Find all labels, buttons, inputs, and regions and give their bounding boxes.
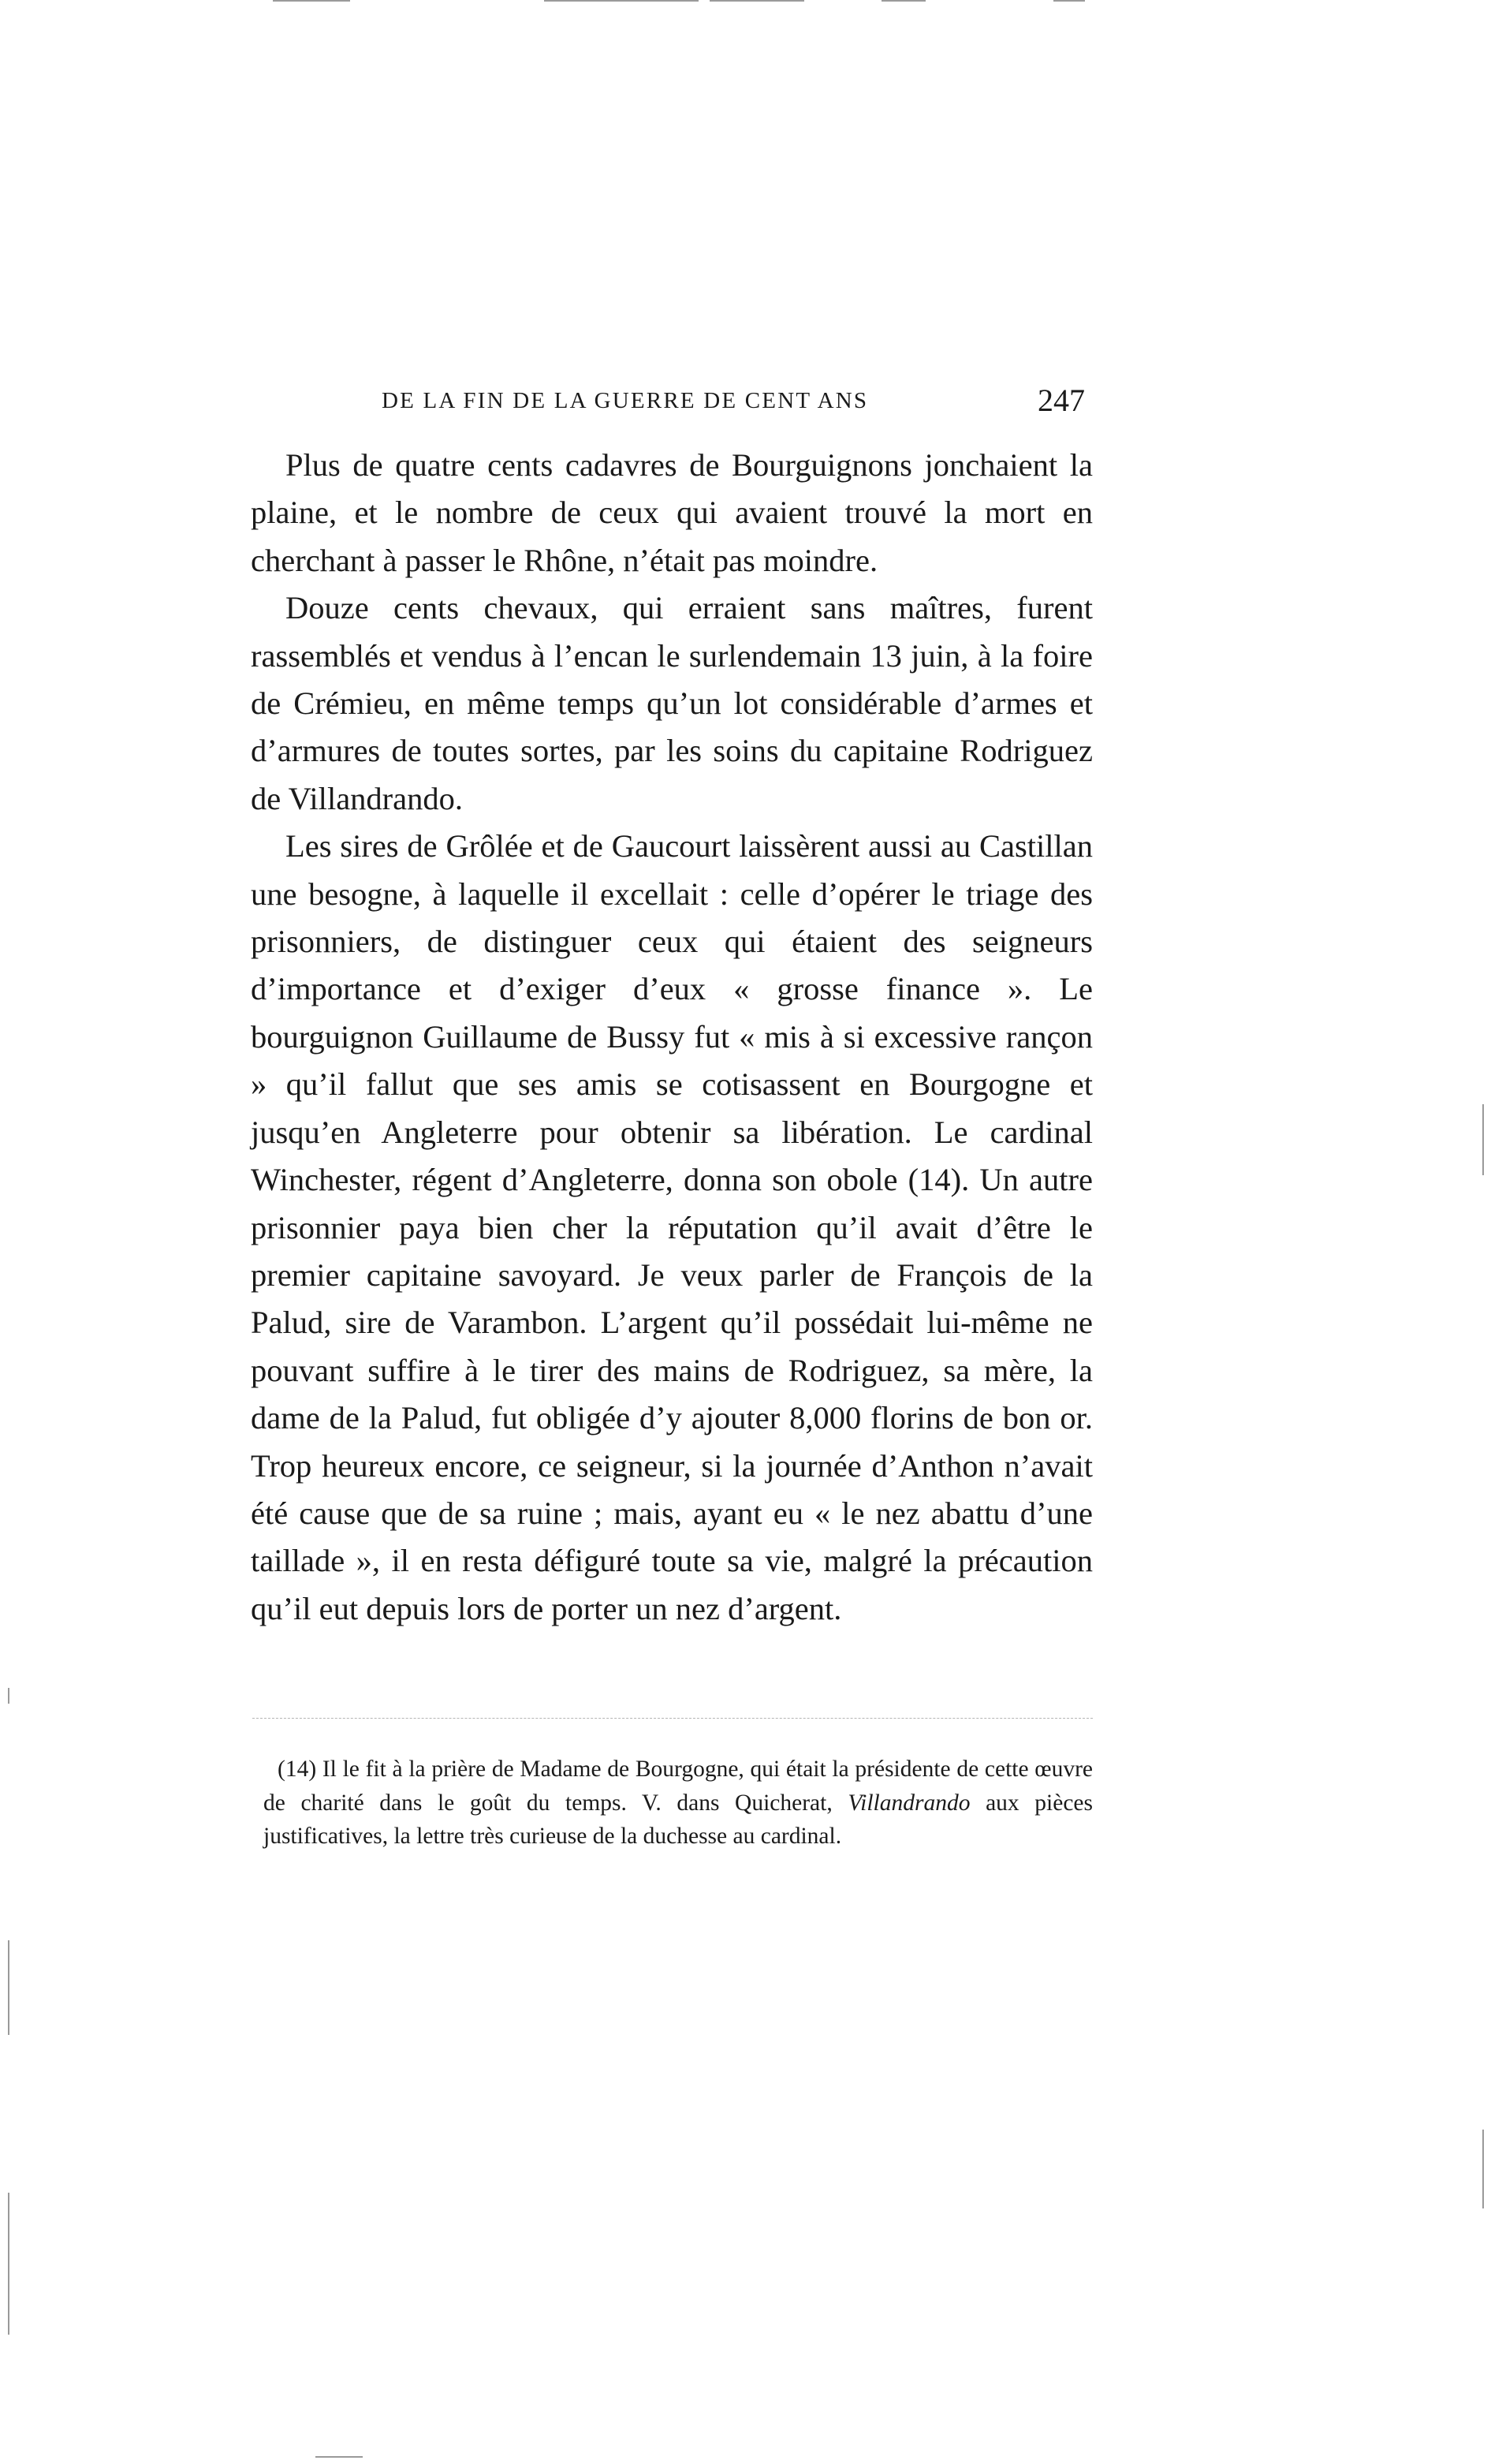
footnote-text-end: aux pièces justificatives, la lettre très curieuse de la duchesse au cardinal. [263,1790,1093,1849]
scan-artifact-top-5 [1053,0,1085,2]
scan-artifact-left-2 [8,1940,9,2035]
page-number: 247 [1038,383,1085,418]
scan-artifact-left-1 [8,1688,9,1704]
scan-artifact-left-3 [8,2193,9,2335]
paragraph-3: Les sires de Grôlée et de Gaucourt laissèrent aussi au Castillan une besogne, à laquelle il excellait : celle d’opérer le triage des prisonniers, de distinguer ceux qui étaient des seigneurs d’importance et d’exiger d’eux « grosse finance ». Le bourguignon Guillaume de Bussy fut « mis à si excessive rançon » qu’il fallut que ses amis se cotisassent en Bourgogne et jusqu’en Angleterre pour obtenir sa libération. Le cardinal Winchester, régent d’Angleterre, donna son obole (14). Un autre prisonnier paya bien cher la réputation qu’il avait d’être le premier capitaine savoyard. Je veux parler de François de la Palud, sire de Varambon. L’argent qu’il possédait lui-même ne pouvant suffire à le tirer des mains de Rodriguez, sa mère, la dame de la Palud, fut obligée d’y ajouter 8,000 florins de bon or. Trop heureux encore, ce seigneur, si la journée d’Anthon n’avait été cause que de sa ruine ; mais, ayant eu « le nez abattu d’une taillade », il en resta défiguré toute sa vie, malgré la précaution qu’il eut depuis lors de porter un nez d’argent. [251,828,1093,1626]
paragraph-1: Plus de quatre cents cadavres de Bourguignons jonchaient la plaine, et le nombre de ceux qui avaient trouvé la mort en cherchant à passer le Rhône, n’était pas moindre. [251,447,1093,578]
scan-artifact-top-3 [710,0,804,2]
scan-artifact-top-2 [544,0,699,2]
running-title: DE LA FIN DE LA GUERRE DE CENT ANS [382,388,869,413]
page-header [382,382,1101,429]
footnote-separator [252,1718,1093,1719]
footnote [263,1753,1093,1854]
footnote-14 [263,1753,1093,1854]
scan-artifact-top-4 [882,0,926,2]
scan-artifact-top-1 [273,0,350,2]
scan-artifact-right-1 [1482,1104,1484,1175]
footnote-cited-title: Villandrando [848,1790,971,1816]
footnote-text-start: (14) Il le fit à la prière de Madame de Bourgogne, qui était la présidente de cette œuvre de charité dans le goût du temps. V. dans Quicherat, [263,1757,1093,1816]
scan-artifact-right-2 [1482,2130,1484,2208]
paragraph-2: Douze cents chevaux, qui erraient sans maîtres, furent rassemblés et vendus à l’encan le surlendemain 13 juin, à la foire de Crémieu, en même temps qu’un lot considérable d’armes et d’armures de toutes sortes, par les soins du capitaine Rodriguez de Villandrando. [251,590,1093,816]
body-text [251,442,1093,1633]
scan-artifact-bottom [315,2456,363,2458]
